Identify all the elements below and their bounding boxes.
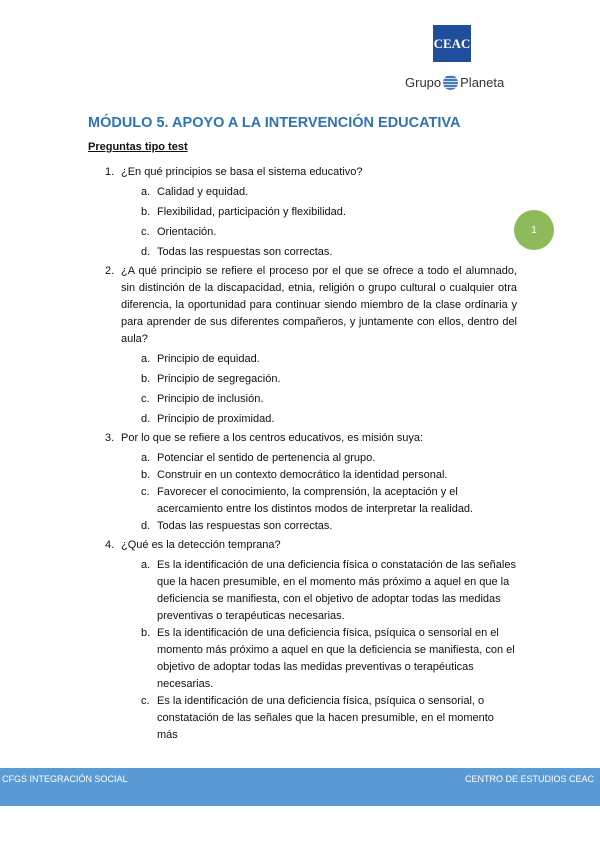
question-block <box>105 164 517 261</box>
option-text: Es la identificación de una deficiencia física, psíquica o sensorial, o constatación de las señales que la hacen presumible, en el momento más <box>157 695 494 741</box>
question-number: 2. <box>105 265 115 277</box>
option-row <box>141 411 517 428</box>
grupo-planeta-logo <box>405 75 504 90</box>
question-number: 4. <box>105 539 115 551</box>
question-list <box>105 164 517 746</box>
option-letter: a. <box>141 353 151 365</box>
logo-text-right: Planeta <box>460 75 505 90</box>
option-letter: c. <box>141 695 150 707</box>
option-text: Todas las respuestas son correctas. <box>157 246 333 258</box>
question-block <box>105 263 517 428</box>
question-row <box>105 537 517 554</box>
option-letter: c. <box>141 226 150 238</box>
option-letter: b. <box>141 469 151 481</box>
question-block <box>105 430 517 535</box>
footer-right: CENTRO DE ESTUDIOS CEAC <box>464 774 594 784</box>
option-text: Potenciar el sentido de pertenencia al grupo. <box>157 452 376 464</box>
option-row <box>141 371 517 388</box>
section-subtitle: Preguntas tipo test <box>88 141 188 153</box>
option-text: Es la identificación de una deficiencia física, psíquica o sensorial en el momento más próximo a aquel en que la deficiencia se manifiesta, con el objetivo de adoptar todas las medidas preventivas o terapéuticas necesarias. <box>157 627 515 690</box>
option-letter: d. <box>141 413 151 425</box>
question-block <box>105 537 517 744</box>
option-letter: d. <box>141 520 151 532</box>
option-text: Es la identificación de una deficiencia física o constatación de las señales que la hacen presumible, en el momento más próximo a aquel en que la deficiencia se manifiesta, con el objetivo de adoptar todas las medidas preventivas o terapéuticas necesarias. <box>157 559 516 622</box>
option-row <box>141 204 517 221</box>
option-row <box>141 693 517 744</box>
option-text: Principio de proximidad. <box>157 413 275 425</box>
logo-text-left: Grupo <box>405 75 442 90</box>
option-text: Principio de equidad. <box>157 353 260 365</box>
option-row <box>141 450 517 467</box>
question-text: ¿A qué principio se refiere el proceso por el que se ofrece a todo el alumnado, sin distinción de la discapacidad, etnia, religión o grupo cultural o cualquier otra diferencia, la oportunidad para continuar siendo miembro de la clase ordinaria y para aprender de sus diferentes compañeros, y juntamente con ellos, dentro del aula? <box>121 265 517 345</box>
option-row <box>141 224 517 241</box>
option-letter: a. <box>141 559 151 571</box>
option-letter: c. <box>141 393 150 405</box>
module-title: MÓDULO 5. APOYO A LA INTERVENCIÓN EDUCATIVA <box>88 115 461 131</box>
question-text: ¿Qué es la detección temprana? <box>121 539 281 551</box>
option-text: Favorecer el conocimiento, la comprensión, la aceptación y el acercamiento entre los distintos modos de interpretar la realidad. <box>157 486 474 515</box>
option-text: Calidad y equidad. <box>157 186 249 198</box>
question-row <box>105 430 517 447</box>
ceac-logo: CEAC <box>433 25 471 62</box>
option-letter: c. <box>141 486 150 498</box>
option-text: Flexibilidad, participación y flexibilidad. <box>157 206 346 218</box>
question-row <box>105 263 517 348</box>
option-row <box>141 518 517 535</box>
option-row <box>141 557 517 625</box>
option-row <box>141 391 517 408</box>
question-text: ¿En qué principios se basa el sistema educativo? <box>121 166 363 178</box>
option-text: Principio de inclusión. <box>157 393 264 405</box>
globe-icon <box>443 75 458 90</box>
page-number-badge: 1 <box>514 210 554 250</box>
option-text: Construir en un contexto democrático la identidad personal. <box>157 469 448 481</box>
question-row <box>105 164 517 181</box>
option-row <box>141 351 517 368</box>
option-row <box>141 625 517 693</box>
footer-bar <box>0 768 600 806</box>
option-text: Orientación. <box>157 226 217 238</box>
option-row <box>141 184 517 201</box>
footer-left: CFGS INTEGRACIÓN SOCIAL <box>2 774 128 784</box>
option-text: Principio de segregación. <box>157 373 281 385</box>
option-letter: a. <box>141 186 151 198</box>
option-row <box>141 484 517 518</box>
option-letter: b. <box>141 373 151 385</box>
option-text: Todas las respuestas son correctas. <box>157 520 333 532</box>
question-number: 3. <box>105 432 115 444</box>
option-letter: b. <box>141 206 151 218</box>
question-text: Por lo que se refiere a los centros educativos, es misión suya: <box>121 432 424 444</box>
option-row <box>141 467 517 484</box>
option-letter: d. <box>141 246 151 258</box>
question-number: 1. <box>105 166 115 178</box>
option-letter: b. <box>141 627 151 639</box>
option-letter: a. <box>141 452 151 464</box>
option-row <box>141 244 517 261</box>
